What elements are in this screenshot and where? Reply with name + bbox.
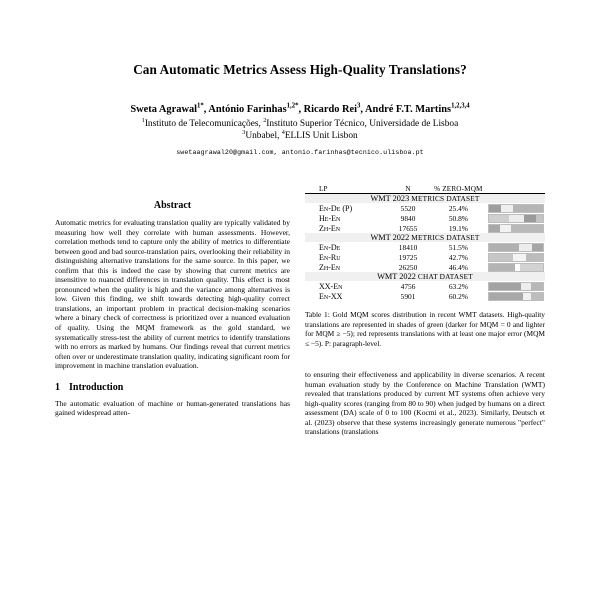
cell-distribution bbox=[487, 252, 545, 262]
left-column bbox=[55, 185, 290, 418]
mqm-distribution-bar bbox=[488, 204, 544, 214]
table-body bbox=[305, 185, 545, 194]
table-caption: Table 1: Gold MQM scores distribution in recent WMT datasets. High-quality translations are represented in shades of green (darker for MQM = 0 and lighter for MQM ≥ −5); red represents translations with at least one major error (MQM ≤ −5). P: paragraph-level. bbox=[305, 310, 545, 348]
table-group-label: WMT 2022 METRICS DATASET bbox=[305, 233, 545, 242]
cell-language-pair: En-De (P) bbox=[319, 203, 353, 213]
mqm-distribution-bar bbox=[488, 292, 544, 302]
cell-distribution bbox=[487, 291, 545, 301]
affiliation-line-1: $^1$Instituto de Telecomunicações, $^2$Instituto Superior Técnico, Universidade de Lisboa bbox=[141, 117, 459, 129]
table-row bbox=[305, 281, 545, 291]
mqm-distribution-bar bbox=[488, 243, 544, 253]
mqm-distribution-bar bbox=[488, 214, 544, 224]
cell-language-pair: He-En bbox=[319, 213, 341, 223]
bar-segment bbox=[489, 293, 522, 301]
bar-segment bbox=[521, 283, 531, 291]
caption-spacer bbox=[305, 348, 545, 370]
bar-segment bbox=[489, 264, 515, 272]
bar-segment bbox=[489, 244, 519, 252]
cell-language-pair: En-XX bbox=[319, 291, 343, 301]
cell-language-pair: En-De bbox=[319, 242, 341, 252]
bar-segment bbox=[513, 254, 526, 262]
cell-language-pair: Zh-En bbox=[319, 223, 341, 233]
bar-segment bbox=[489, 225, 500, 233]
table-group-header bbox=[305, 233, 545, 242]
cell-distribution bbox=[487, 281, 545, 291]
cell-zero-mqm-percent: 60.2% bbox=[448, 291, 468, 301]
cell-count: 5901 bbox=[400, 291, 416, 301]
table-group-label: WMT 2022 CHAT DATASET bbox=[305, 272, 545, 281]
bar-segment bbox=[531, 293, 543, 301]
cell-language-pair: Zh-En bbox=[319, 262, 341, 272]
bar-segment bbox=[513, 205, 543, 213]
abstract-text: Automatic metrics for evaluating translation quality are typically validated by measuring how well they correlate with human assessments. However, correlation methods tend to capture only the ability of metrics to differentiate between good and bad source-translation pairs, overlooking their reliability in distinguishing alternative translations for the same source. In this paper, we confirm that this is indeed the case by showing that current metrics are insensitive to nuanced differences in translation quality. This effect is most pronounced when the quality is high and the variance among alternatives is low. Given this finding, we shift towards detecting high-quality correct translations, an important problem in practical decision-making scenarios where a binary check of correctness is prioritized over a nuanced evaluation of quality. Using the MQM framework as the gold standard, we systematically stress-test the ability of current metrics to identify translations with no errors as marked by humans. Our findings reveal that current metrics often over or underestimate translation quality, indicating significant room for improvement in machine translation evaluation. bbox=[55, 218, 290, 371]
cell-zero-mqm-percent: 42.7% bbox=[448, 252, 468, 262]
bar-segment bbox=[523, 293, 532, 301]
column-header-zero-mqm: % ZERO-MQM bbox=[434, 185, 483, 193]
table-row bbox=[305, 242, 545, 252]
table-groups bbox=[305, 194, 545, 302]
mqm-distribution-table bbox=[305, 185, 545, 301]
bar-segment bbox=[509, 215, 524, 223]
bar-segment bbox=[489, 254, 513, 262]
cell-distribution bbox=[487, 223, 545, 233]
bar-segment bbox=[524, 215, 536, 223]
bar-segment bbox=[520, 264, 543, 272]
author-list: Sweta Agrawal$^{1*}$, António Farinhas$^{1,2*}$, Ricardo Rei$^3$, André F.T. Martins$^{1,2,3,4}$ bbox=[130, 102, 470, 115]
bar-segment bbox=[489, 215, 508, 223]
bar-segment bbox=[536, 215, 544, 223]
table-row bbox=[305, 223, 545, 233]
table-row bbox=[305, 213, 545, 223]
table-header-row bbox=[305, 185, 545, 194]
table-group-header bbox=[305, 272, 545, 281]
cell-distribution bbox=[487, 242, 545, 252]
bar-segment bbox=[531, 283, 543, 291]
affiliations bbox=[40, 119, 560, 142]
column-header-lp: LP bbox=[319, 185, 328, 193]
mqm-distribution-bar bbox=[488, 253, 544, 263]
cell-count: 19725 bbox=[398, 252, 418, 262]
bar-segment bbox=[511, 225, 543, 233]
cell-distribution bbox=[487, 213, 545, 223]
cell-zero-mqm-percent: 46.4% bbox=[448, 262, 468, 272]
cell-distribution bbox=[487, 203, 545, 213]
cell-distribution bbox=[487, 262, 545, 272]
introduction-paragraph-left: The automatic evaluation of machine or human-generated translations has gained widespread atten- bbox=[55, 398, 290, 418]
cell-count: 9840 bbox=[400, 213, 416, 223]
author-emails: swetaagrawal20@gmail.com, antonio.farinhas@tecnico.ulisboa.pt bbox=[176, 149, 424, 156]
introduction-heading bbox=[55, 382, 290, 393]
table-group-header bbox=[305, 194, 545, 204]
cell-language-pair: En-Ru bbox=[319, 252, 341, 262]
cell-count: 4756 bbox=[400, 281, 416, 291]
abstract-heading: Abstract bbox=[153, 200, 192, 211]
affiliation-line-2: $^3$Unbabel, $^4$ELLIS Unit Lisbon bbox=[242, 129, 358, 141]
bar-segment bbox=[500, 225, 511, 233]
mqm-distribution-bar bbox=[488, 263, 544, 273]
bar-segment bbox=[501, 205, 513, 213]
cell-language-pair: XX-En bbox=[319, 281, 343, 291]
introduction-paragraph-right: to ensuring their effectiveness and applicability in diverse scenarios. A recent human evaluation study by the Conference on Machine Translation (WMT) revealed that translations produced by current MT systems often achieve very high-quality scores (ranging from 80 to 90) when judged by humans on a direct assessment (DA) scale of 0 to 100 (Kocmi et al., 2023). Similarly, Deutsch et al. (2023) observe that these systems increasingly generate numerous "perfect" translations (translations bbox=[305, 370, 545, 437]
table-row bbox=[305, 203, 545, 213]
table-row bbox=[305, 262, 545, 272]
cell-zero-mqm-percent: 51.5% bbox=[448, 242, 468, 252]
bar-segment bbox=[526, 254, 543, 262]
table-1-wrapper bbox=[305, 185, 545, 348]
bar-segment bbox=[489, 205, 501, 213]
cell-zero-mqm-percent: 25.4% bbox=[448, 203, 468, 213]
column-header-distribution bbox=[487, 185, 545, 194]
table-row bbox=[305, 291, 545, 301]
section-title: Introduction bbox=[69, 381, 124, 393]
right-column bbox=[305, 185, 545, 437]
cell-count: 26250 bbox=[398, 262, 418, 272]
column-header-n: N bbox=[405, 185, 411, 193]
cell-count: 5520 bbox=[400, 203, 416, 213]
cell-count: 18410 bbox=[398, 242, 418, 252]
table-row bbox=[305, 252, 545, 262]
mqm-distribution-bar bbox=[488, 224, 544, 234]
cell-zero-mqm-percent: 50.8% bbox=[448, 213, 468, 223]
bar-segment bbox=[489, 283, 521, 291]
cell-count: 17655 bbox=[398, 223, 418, 233]
bar-segment bbox=[519, 244, 532, 252]
bar-segment bbox=[532, 244, 543, 252]
table-group-label: WMT 2023 METRICS DATASET bbox=[305, 194, 545, 204]
cell-zero-mqm-percent: 63.2% bbox=[448, 281, 468, 291]
cell-zero-mqm-percent: 19.1% bbox=[448, 223, 468, 233]
mqm-distribution-bar bbox=[488, 282, 544, 292]
page-title: Can Automatic Metrics Assess High-Quality Translations? bbox=[133, 62, 467, 77]
section-number: 1 bbox=[55, 381, 60, 393]
